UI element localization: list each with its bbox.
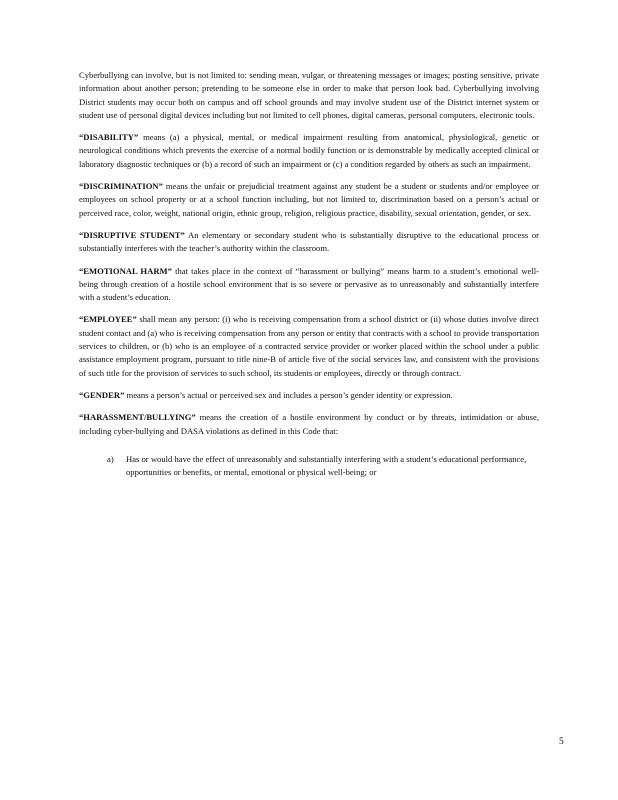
document-page	[79, 69, 539, 479]
definition-discrimination: “DISCRIMINATION” means the unfair or prejudicial treatment against any student be a student or students and/or employee or employees on school property or at a school function including, but not limited to, discrimination based on a person’s actual or perceived race, color, weight, national origin, ethnic group, religion, religious practice, disability, sexual orientation, gender, or sex.	[79, 181, 539, 218]
term-emotional-harm: “EMOTIONAL HARM”	[79, 265, 172, 276]
definition-cyberbullying-continued: Cyberbullying can involve, but is not limited to: sending mean, vulgar, or threatening messages or images; posting sensitive, private information about another person; pretending to be someone else in order to make that person look bad. Cyberbullying involving District students may occur both on campus and off school grounds and may involve student use of the District internet system or student use of personal digital devices including but not limited to cell phones, digital cameras, personal computers, electronic tools.	[79, 70, 539, 120]
list-item	[79, 453, 539, 480]
definition-harassment-bullying: “HARASSMENT/BULLYING” means the creation of a hostile environment by conduct or by threats, intimidation or abuse, including cyber-bullying and DASA violations as defined in this Code that:	[79, 412, 539, 436]
term-disability: “DISABILITY”	[79, 132, 139, 143]
term-gender: “GENDER”	[79, 389, 125, 400]
term-employee: “EMPLOYEE”	[79, 314, 137, 325]
definition-gender: “GENDER” means a person’s actual or perceived sex and includes a person’s gender identity or expression.	[79, 389, 453, 400]
definition-disruptive-student: “DISRUPTIVE STUDENT” An elementary or secondary student who is substantially disruptive to the educational process or substantially interferes with the teacher’s authority within the classroom.	[79, 229, 539, 254]
page-number: 5	[559, 737, 564, 747]
list-marker: a)	[107, 453, 114, 464]
list-item-text: Has or would have the effect of unreasonably and substantially interfering with a student’s educational performance, opportunities or benefits, or mental, emotional or physical well-being; or	[126, 453, 527, 478]
definition-employee: “EMPLOYEE” shall mean any person: (i) who is receiving compensation from a school district or (ii) whose duties involve direct student contact and (a) who is receiving compensation from any person or entity that contracts with a school to provide transportation services to children, or (b) who is an employee of a contracted service provider or worker placed within the school under a public assistance employment program, pursuant to title nine-B of article five of the social services law, and consistent with the provisions of such title for the provision of services to such school, its students or employees, directly or through contract.	[79, 314, 540, 378]
term-harassment-bullying: “HARASSMENT/BULLYING”	[79, 412, 196, 423]
definition-emotional-harm: “EMOTIONAL HARM” that takes place in the context of “harassment or bullying” means harm to a student’s emotional well-being through creation of a hostile school environment that is so severe or pervasive as to unreasonably and substantially interfere with a student’s education.	[79, 265, 539, 303]
term-discrimination: “DISCRIMINATION”	[79, 181, 163, 192]
definition-disability: “DISABILITY” means (a) a physical, mental, or medical impairment resulting from anatomical, physiological, genetic or neurological conditions which prevents the exercise of a normal bodily function or is demonstrable by medically accepted clinical or laboratory diagnostic techniques or (b) a record of such an impairment or (c) a condition regarded by others as such an impairment.	[79, 132, 539, 169]
term-disruptive-student: “DISRUPTIVE STUDENT”	[79, 229, 185, 240]
